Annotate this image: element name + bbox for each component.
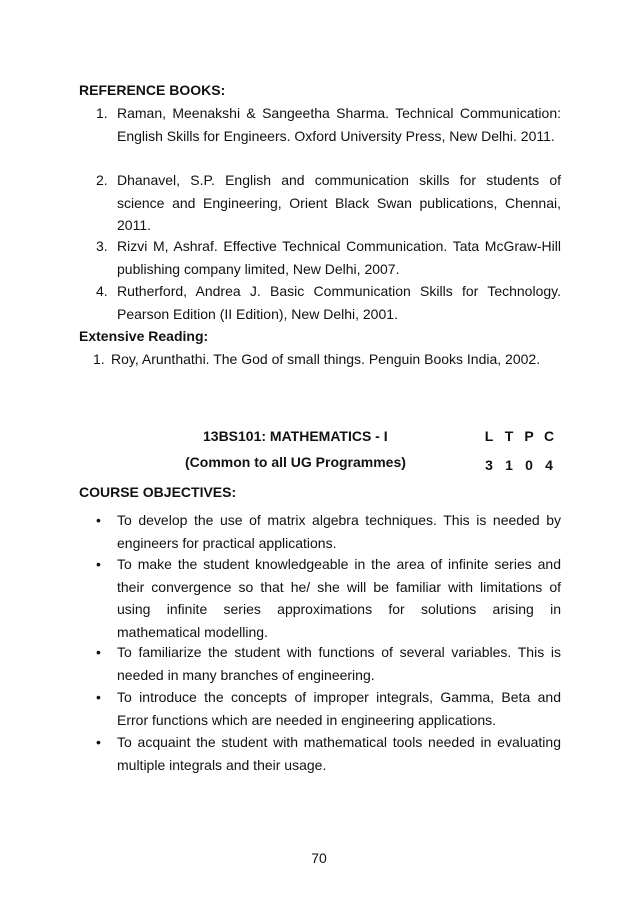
objective-4-bullet: • [96,689,101,705]
ltpc-label-l: L [484,428,494,444]
page-number: 70 [311,850,327,866]
objective-1: To develop the use of matrix algebra techniques. This is needed by engineers for practical applications. [117,512,561,551]
objective-2-bullet: • [96,556,101,572]
objective-5-bullet: • [96,734,101,750]
reference-item-4: Rutherford, Andrea J. Basic Communication Skills for Technology. Pearson Edition (II Edition), New Delhi, 2001. [117,283,561,322]
extensive-item-1: Roy, Arunthathi. The God of small things. Penguin Books India, 2002. [111,351,541,367]
course-title: 13BS101: MATHEMATICS - I [203,428,388,444]
extensive-item-1-marker: 1. [93,351,105,367]
ltpc-value-p: 0 [525,457,533,473]
reference-item-2-marker: 2. [96,172,108,188]
reference-item-2: Dhanavel, S.P. English and communication skills for students of science and Engineering, Orient Black Swan publications, Chennai, 2011. [117,172,561,233]
objective-4: To introduce the concepts of improper integrals, Gamma, Beta and Error functions which are needed in engineering applications. [117,689,561,728]
ltpc-label-p: P [524,428,534,444]
objective-2: To make the student knowledgeable in the area of infinite series and their convergence so that he/ she will be familiar with limitations of using infinite series approximations for solutions arising in mathematical modelling. [117,556,561,640]
objective-3: To familiarize the student with functions of several variables. This is needed in many branches of engineering. [117,644,561,683]
reference-item-3-marker: 3. [96,238,108,254]
objective-5: To acquaint the student with mathematical tools needed in evaluating multiple integrals and their usage. [117,734,561,773]
ltpc-value-t: 1 [505,457,513,473]
course-subtitle: (Common to all UG Programmes) [185,454,406,470]
ltpc-value-l: 3 [485,457,493,473]
objective-3-bullet: • [96,644,101,660]
reference-item-1: Raman, Meenakshi & Sangeetha Sharma. Technical Communication: English Skills for Engineers. Oxford University Press, New Delhi. 2011. [117,105,561,144]
ltpc-values [479,454,559,476]
objective-1-bullet: • [96,512,101,528]
ltpc-label-t: T [504,428,514,444]
reference-item-3: Rizvi M, Ashraf. Effective Technical Communication. Tata McGraw-Hill publishing company limited, New Delhi, 2007. [117,238,561,277]
reference-item-1-marker: 1. [96,105,108,121]
ltpc-label-c: C [543,428,555,444]
ltpc-labels [479,425,559,447]
reference-books-heading: REFERENCE BOOKS: [79,82,226,98]
reference-item-4-marker: 4. [96,283,108,299]
course-objectives-heading: COURSE OBJECTIVES: [79,484,237,500]
extensive-reading-heading: Extensive Reading: [79,328,209,344]
ltpc-value-c: 4 [545,457,553,473]
